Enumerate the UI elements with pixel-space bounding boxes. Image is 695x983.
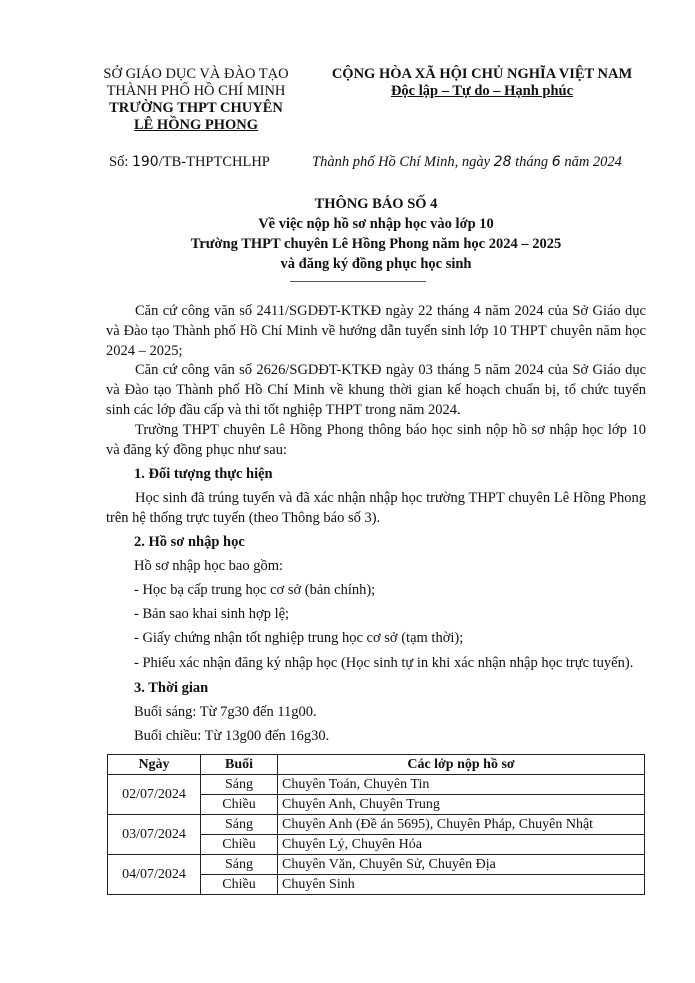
paragraph-legal-basis-2: Căn cứ công văn số 2626/SGDĐT-KTKĐ ngày 03 tháng 5 năm 2024 của Sở Giáo dục và Đào tạo Thành phố Hồ Chí Minh về khung thời gian kế hoạch chuẩn bị, tổ chức tuyển sinh các lớp đầu cấp và thi tốt nghiệp THPT trong năm 2024.	[106, 362, 646, 418]
classes-cell: Chuyên Toán, Chuyên Tin	[278, 775, 645, 795]
document-date: Thành phố Hồ Chí Minh, ngày 28 tháng 6 năm 2024	[312, 154, 622, 170]
morning-hours: Buổi sáng: Từ 7g30 đến 11g00.	[134, 704, 317, 720]
title-line-1: THÔNG BÁO SỐ 4	[314, 196, 438, 212]
session-cell: Sáng	[201, 855, 278, 875]
national-title: CỘNG HÒA XÃ HỘI CHỦ NGHĨA VIỆT NAM	[331, 66, 633, 82]
session-cell: Chiều	[201, 835, 278, 855]
schedule-table	[107, 754, 645, 895]
document-number: Số: 190/TB-THPTCHLHP	[109, 154, 270, 170]
column-header-day: Ngày	[108, 755, 201, 775]
section-2-intro: Hồ sơ nhập học bao gồm:	[134, 558, 284, 574]
date-month: 6	[551, 154, 561, 170]
classes-cell: Chuyên Văn, Chuyên Sử, Chuyên Địa	[278, 855, 645, 875]
title-line-3: Trường THPT chuyên Lê Hồng Phong năm học 2024 – 2025	[190, 236, 562, 252]
section-1-title: 1. Đối tượng thực hiện	[134, 466, 273, 482]
day-cell: 03/07/2024	[108, 815, 201, 855]
column-header-session: Buổi	[201, 755, 278, 775]
day-cell: 04/07/2024	[108, 855, 201, 895]
table-row	[108, 855, 645, 875]
issuer-department: SỞ GIÁO DỤC VÀ ĐÀO TẠO	[103, 66, 289, 82]
issuer-city: THÀNH PHỐ HỒ CHÍ MINH	[106, 83, 286, 99]
session-cell: Sáng	[201, 815, 278, 835]
table-header-row	[108, 755, 645, 775]
issuer-block	[96, 66, 296, 134]
title-line-2: Về việc nộp hồ sơ nhập học vào lớp 10	[258, 216, 494, 232]
title-divider	[290, 281, 426, 282]
classes-cell: Chuyên Sinh	[278, 875, 645, 895]
document-number-value: 190	[131, 154, 159, 170]
classes-cell: Chuyên Lý, Chuyên Hóa	[278, 835, 645, 855]
afternoon-hours: Buổi chiều: Từ 13g00 đến 16g30.	[134, 728, 330, 744]
date-day: 28	[493, 154, 512, 170]
day-cell: 02/07/2024	[108, 775, 201, 815]
list-item: - Phiếu xác nhận đăng ký nhập học (Học sinh tự in khi xác nhận nhập học trực tuyến).	[134, 655, 634, 671]
paragraph-legal-basis-1: Căn cứ công văn số 2411/SGDĐT-KTKĐ ngày 22 tháng 4 năm 2024 của Sở Giáo dục và Đào tạo Thành phố Hồ Chí Minh về hướng dẫn tuyển sinh lớp 10 THPT chuyên năm học 2024 – 2025;	[106, 303, 646, 359]
session-cell: Chiều	[201, 795, 278, 815]
section-3-title: 3. Thời gian	[134, 680, 209, 696]
section-2-title: 2. Hồ sơ nhập học	[134, 534, 245, 550]
issuer-school-name: LÊ HỒNG PHONG	[133, 117, 259, 133]
list-item: - Học bạ cấp trung học cơ sở (bản chính);	[134, 582, 376, 598]
table-row	[108, 815, 645, 835]
table-row	[108, 775, 645, 795]
session-cell: Sáng	[201, 775, 278, 795]
list-item: - Bản sao khai sinh hợp lệ;	[134, 606, 290, 622]
title-line-4: và đăng ký đồng phục học sinh	[280, 256, 472, 272]
issuer-school: TRƯỜNG THPT CHUYÊN	[109, 100, 283, 116]
document-title	[106, 194, 646, 274]
column-header-classes: Các lớp nộp hồ sơ	[278, 755, 645, 775]
session-cell: Chiều	[201, 875, 278, 895]
paragraph-announcement: Trường THPT chuyên Lê Hồng Phong thông báo học sinh nộp hồ sơ nhập học lớp 10 và đăng ký đồng phục như sau:	[106, 422, 646, 458]
national-motto: Độc lập – Tự do – Hạnh phúc	[390, 83, 574, 99]
section-1-text: Học sinh đã trúng tuyển và đã xác nhận nhập học trường THPT chuyên Lê Hồng Phong trên hệ thống trực tuyến (theo Thông báo số 3).	[106, 490, 646, 526]
list-item: - Giấy chứng nhận tốt nghiệp trung học cơ sở (tạm thời);	[134, 630, 464, 646]
classes-cell: Chuyên Anh, Chuyên Trung	[278, 795, 645, 815]
national-motto-block	[316, 66, 648, 100]
classes-cell: Chuyên Anh (Đề án 5695), Chuyên Pháp, Chuyên Nhật	[278, 815, 645, 835]
